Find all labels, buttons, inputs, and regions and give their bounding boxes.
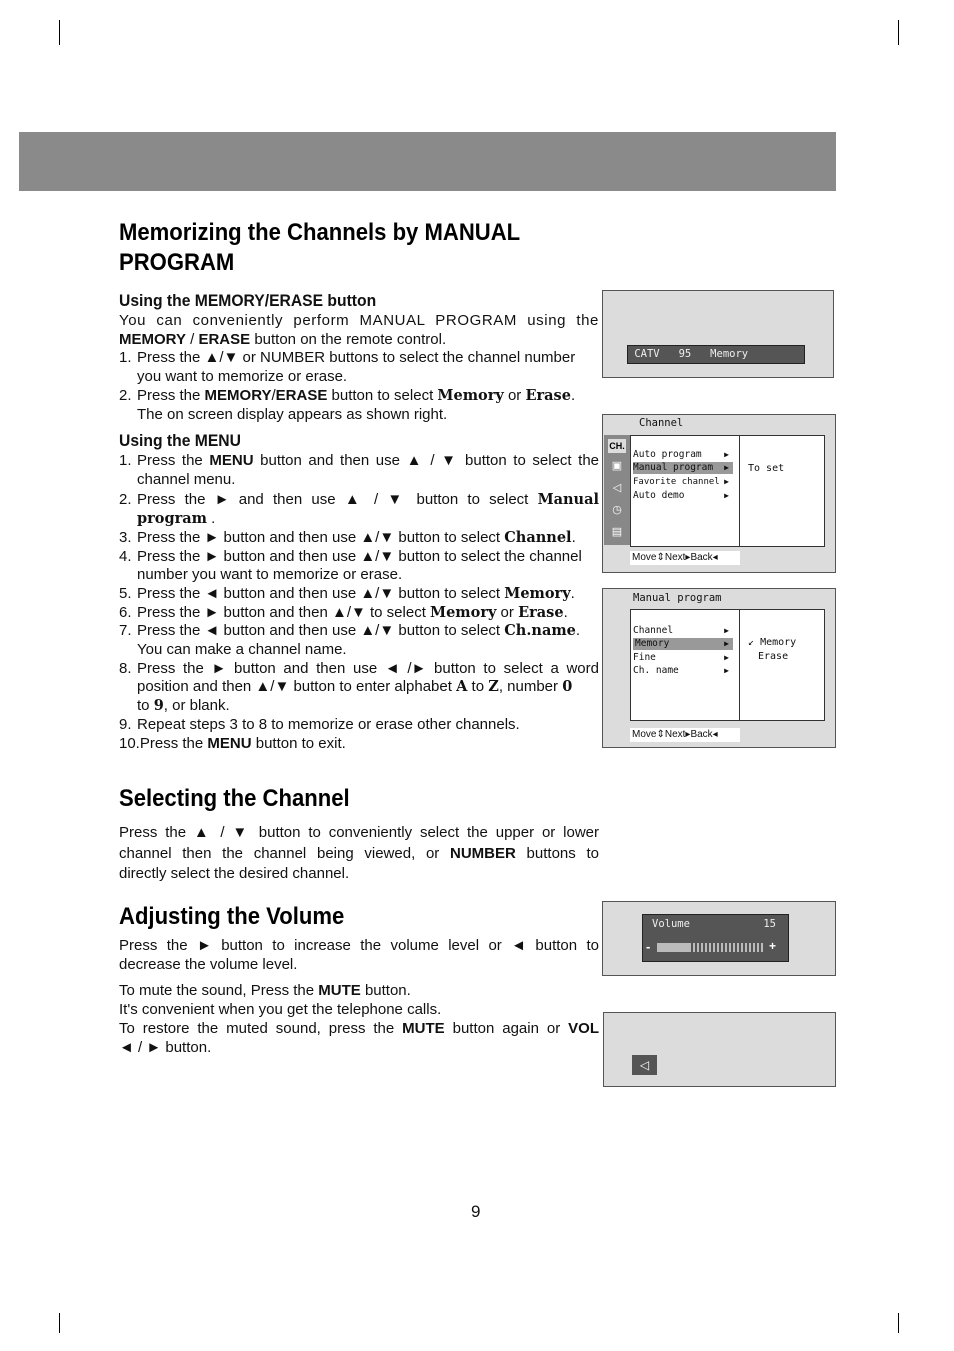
- paragraph-line: Press the ► button to increase the volume level or ◄ button to: [119, 937, 599, 954]
- osd-title: Manual program: [633, 592, 722, 604]
- list-item: 3. Press the ► button and then use ▲/▼ button to select Channel.: [119, 528, 576, 546]
- paragraph-line: To mute the sound, Press the MUTE button.: [119, 982, 411, 1000]
- plus-icon: +: [768, 939, 776, 953]
- menu-item: Channel ▶: [633, 625, 729, 636]
- ch-icon: CH.: [609, 441, 625, 451]
- subtitle-menu: Using the MENU: [119, 432, 241, 450]
- osd-right-panel: [739, 435, 825, 547]
- volume-value: 15: [763, 918, 776, 930]
- volume-label: Volume: [652, 918, 690, 930]
- osd-menu-panel: [630, 435, 740, 547]
- page-number: 9: [471, 1202, 481, 1221]
- menu-item: Auto demo ▶: [633, 490, 729, 501]
- paragraph-line: ◄ / ► button.: [119, 1038, 212, 1056]
- header-bar: [19, 132, 836, 191]
- volume-box: [642, 914, 789, 962]
- list-item: 10.Press the MENU button to exit.: [119, 734, 346, 752]
- menu-item: Favorite channel ▶: [633, 477, 729, 487]
- osd-menu-panel: [630, 609, 740, 721]
- osd-memory-screen: [602, 290, 834, 378]
- osd-nav-bar: Move⇕Next▸Back◂: [630, 551, 740, 565]
- list-item: 2. Press the ► and then use ▲ / ▼ button to select Manual program .: [119, 491, 599, 528]
- osd-nav-bar: Move⇕Next▸Back◂: [630, 728, 740, 742]
- osd-title: Channel: [639, 417, 684, 429]
- osd-status-bar: CATV 95 Memory: [627, 345, 805, 364]
- menu-item: Fine ▶: [633, 652, 729, 663]
- section-title-volume: Adjusting the Volume: [119, 903, 345, 930]
- tv-icon: ▣: [611, 460, 623, 472]
- mute-speaker-icon: ◁: [632, 1055, 657, 1075]
- section2-text: [119, 452, 599, 753]
- speaker-icon: ◁: [612, 482, 622, 494]
- paragraph-line: channel then the channel being viewed, or NUMBER buttons to: [119, 844, 599, 862]
- updown-icon: ⇕: [656, 729, 665, 740]
- volume-track: [657, 943, 765, 952]
- step-list: [119, 349, 599, 424]
- list-item: 6. Press the ► button and then ▲/▼ to select Memory or Erase.: [119, 603, 568, 621]
- updown-icon: ⇕: [656, 552, 665, 563]
- step-list: [119, 452, 599, 753]
- section4-text: [119, 937, 599, 1057]
- paragraph-line: It's convenient when you get the telephone calls.: [119, 1001, 442, 1019]
- list-item: 4. Press the ► button and then use ▲/▼ button to select the channel number you want to memorize or erase.: [119, 547, 582, 584]
- paragraph-line: directly select the desired channel.: [119, 865, 350, 882]
- osd-option-memory: ↙ Memory: [748, 637, 797, 648]
- subtitle-memory-erase: Using the MEMORY/ERASE button: [119, 292, 377, 310]
- list-item: 9. Repeat steps 3 to 8 to memorize or erase other channels.: [119, 715, 520, 733]
- intro-line: You can conveniently perform MANUAL PROGRAM using the: [119, 312, 599, 329]
- intro-line: MEMORY / ERASE button on the remote control.: [119, 330, 447, 348]
- back-icon: ◂: [712, 552, 718, 563]
- list-item: 1. Press the ▲/▼ or NUMBER buttons to select the channel number you want to memorize or erase.: [119, 349, 576, 386]
- menu-item: Ch. name ▶: [633, 665, 729, 676]
- minus-icon: -: [646, 939, 651, 954]
- clock-icon: ◷: [612, 504, 622, 516]
- osd-option-erase: Erase: [758, 651, 789, 662]
- crop-mark: [898, 1313, 899, 1333]
- check-icon: ↙: [748, 637, 755, 648]
- list-item: 7. Press the ◄ button and then use ▲/▼ button to select Ch.name. You can make a channel name.: [119, 622, 581, 659]
- list-item: 8. Press the ► button and then use ◄ /► button to select a word position and then ▲/▼ button to enter alphabet A to Z, number 0 to 9, or blank.: [119, 659, 599, 715]
- osd-mute-screen: [603, 1012, 836, 1087]
- crop-mark: [898, 20, 899, 45]
- crop-mark: [59, 20, 60, 45]
- menu-item-selected: Memory ▶: [633, 638, 733, 650]
- section3-text: [119, 823, 599, 885]
- crop-mark: [59, 1313, 60, 1333]
- section1-text: [119, 312, 599, 424]
- section-title-selecting: Selecting the Channel: [119, 785, 350, 812]
- list-item: 5. Press the ◄ button and then use ▲/▼ button to select Memory.: [119, 584, 575, 602]
- osd-right-panel: [739, 609, 825, 721]
- lock-icon: ▤: [611, 526, 623, 538]
- osd-right-text: To set: [748, 463, 785, 474]
- page-title: Memorizing the Channels by MANUAL PROGRAM: [119, 219, 520, 276]
- list-item: 2. Press the MEMORY/ERASE button to select Memory or Erase. The on screen display appears as shown right.: [119, 386, 576, 423]
- paragraph-line: decrease the volume level.: [119, 955, 298, 973]
- volume-fill: [657, 943, 689, 952]
- menu-item: Auto program ▶: [633, 449, 729, 460]
- osd-side-icons: [604, 435, 630, 545]
- paragraph-line: Press the ▲ / ▼ button to conveniently select the upper or lower: [119, 824, 599, 841]
- osd-volume-screen: [602, 901, 836, 976]
- paragraph-line: To restore the muted sound, press the MUTE button again or VOL: [119, 1019, 599, 1037]
- list-item: 1. Press the MENU button and then use ▲ / ▼ button to select the channel menu.: [119, 452, 600, 488]
- next-icon: ▸: [685, 729, 691, 740]
- next-icon: ▸: [685, 552, 691, 563]
- back-icon: ◂: [712, 729, 718, 740]
- menu-item-selected: Manual program ▶: [633, 462, 733, 474]
